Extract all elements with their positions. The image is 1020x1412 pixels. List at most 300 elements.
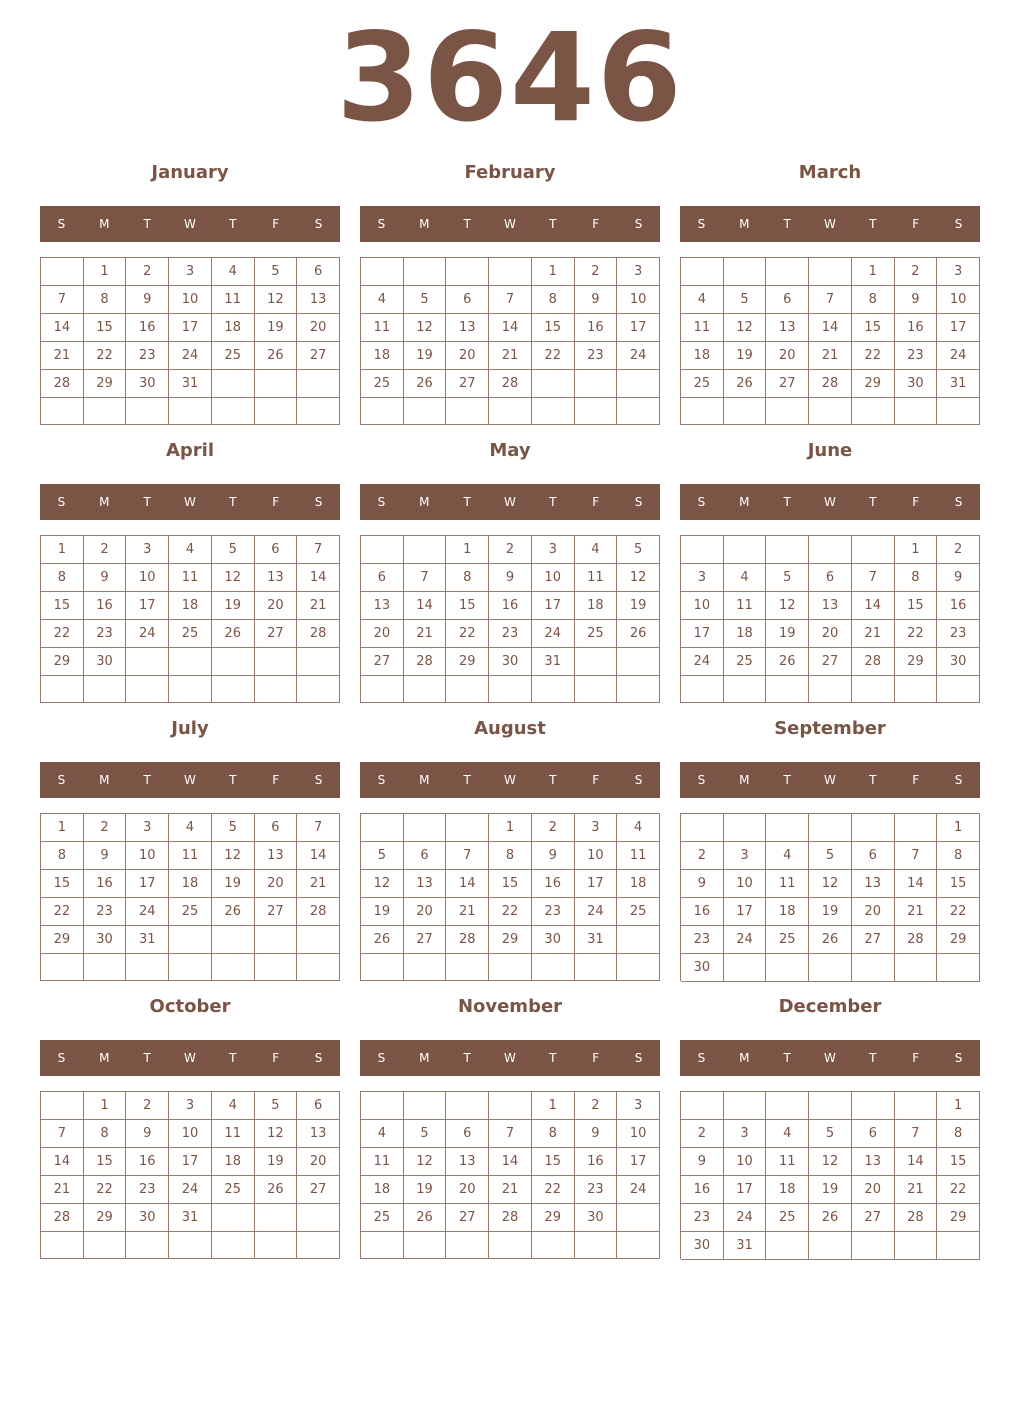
- day-cell: 24: [126, 898, 169, 926]
- empty-day-cell: [446, 814, 489, 842]
- day-cell: 1: [532, 258, 575, 286]
- day-cell: 23: [937, 620, 980, 648]
- empty-day-cell: [361, 1232, 404, 1259]
- weekday-label: T: [869, 495, 877, 509]
- day-cell: 23: [575, 342, 618, 370]
- empty-day-cell: [937, 954, 980, 982]
- day-cell: 27: [255, 898, 298, 926]
- day-cell: 18: [617, 870, 660, 898]
- empty-day-cell: [255, 398, 298, 425]
- day-cell: 5: [255, 1092, 298, 1120]
- day-cell: 2: [84, 814, 127, 842]
- day-cell: 20: [852, 1176, 895, 1204]
- day-cell: 5: [404, 286, 447, 314]
- day-cell: 2: [489, 536, 532, 564]
- day-cell: 30: [895, 370, 938, 398]
- day-cell: 1: [84, 258, 127, 286]
- day-cell: 12: [361, 870, 404, 898]
- empty-day-cell: [617, 1204, 660, 1232]
- day-cell: 24: [169, 1176, 212, 1204]
- empty-day-cell: [361, 814, 404, 842]
- day-cell: 17: [937, 314, 980, 342]
- day-cell: 20: [446, 1176, 489, 1204]
- day-cell: 22: [489, 898, 532, 926]
- empty-day-cell: [361, 1092, 404, 1120]
- day-cell: 28: [809, 370, 852, 398]
- empty-day-cell: [617, 676, 660, 703]
- day-cell: 21: [41, 342, 84, 370]
- day-cell: 31: [937, 370, 980, 398]
- day-cell: 20: [361, 620, 404, 648]
- weekday-header: [680, 484, 980, 520]
- day-cell: 2: [681, 842, 724, 870]
- day-cell: 10: [575, 842, 618, 870]
- empty-day-cell: [84, 954, 127, 981]
- weekday-label: M: [99, 773, 110, 787]
- day-cell: 9: [681, 1148, 724, 1176]
- day-cell: 16: [575, 1148, 618, 1176]
- weekday-label: M: [739, 217, 750, 231]
- day-cell: 14: [895, 870, 938, 898]
- empty-day-cell: [169, 648, 212, 676]
- day-cell: 10: [937, 286, 980, 314]
- day-cell: 19: [766, 620, 809, 648]
- weekday-label: M: [99, 1051, 110, 1065]
- empty-day-cell: [297, 648, 340, 676]
- day-cell: 26: [255, 1176, 298, 1204]
- day-cell: 4: [617, 814, 660, 842]
- weekday-label: S: [697, 773, 706, 787]
- day-cell: 23: [681, 926, 724, 954]
- empty-day-cell: [361, 676, 404, 703]
- day-cell: 17: [532, 592, 575, 620]
- day-cell: 24: [617, 1176, 660, 1204]
- empty-day-cell: [681, 814, 724, 842]
- day-cell: 4: [169, 814, 212, 842]
- weekday-label: S: [377, 1051, 386, 1065]
- day-cell: 7: [489, 1120, 532, 1148]
- day-cell: 19: [809, 898, 852, 926]
- day-cell: 31: [532, 648, 575, 676]
- weekday-label: T: [783, 773, 791, 787]
- day-cell: 3: [937, 258, 980, 286]
- weekday-label: T: [143, 1051, 151, 1065]
- day-cell: 7: [895, 1120, 938, 1148]
- day-cell: 19: [212, 592, 255, 620]
- empty-day-cell: [895, 1232, 938, 1260]
- day-cell: 15: [41, 592, 84, 620]
- day-cell: 13: [852, 1148, 895, 1176]
- day-cell: 31: [169, 1204, 212, 1232]
- day-cell: 28: [895, 1204, 938, 1232]
- weekday-label: W: [504, 217, 516, 231]
- day-cell: 2: [126, 1092, 169, 1120]
- day-cell: 4: [575, 536, 618, 564]
- day-cell: 30: [681, 1232, 724, 1260]
- weekday-header: [680, 1040, 980, 1076]
- empty-day-cell: [255, 926, 298, 954]
- day-cell: 18: [575, 592, 618, 620]
- day-cell: 22: [852, 342, 895, 370]
- day-cell: 23: [126, 1176, 169, 1204]
- empty-day-cell: [126, 398, 169, 425]
- empty-day-cell: [724, 1092, 767, 1120]
- day-cell: 24: [724, 926, 767, 954]
- day-cell: 19: [809, 1176, 852, 1204]
- day-cell: 5: [809, 1120, 852, 1148]
- empty-day-cell: [575, 398, 618, 425]
- day-cell: 11: [212, 286, 255, 314]
- empty-day-cell: [361, 258, 404, 286]
- day-cell: 10: [617, 286, 660, 314]
- day-cell: 26: [766, 648, 809, 676]
- day-cell: 15: [84, 314, 127, 342]
- day-cell: 27: [446, 370, 489, 398]
- day-cell: 23: [681, 1204, 724, 1232]
- day-cell: 16: [84, 870, 127, 898]
- days-grid: [360, 257, 660, 425]
- day-cell: 14: [41, 314, 84, 342]
- empty-day-cell: [489, 398, 532, 425]
- days-grid: [40, 813, 340, 981]
- empty-day-cell: [297, 954, 340, 981]
- day-cell: 16: [681, 898, 724, 926]
- day-cell: 9: [126, 286, 169, 314]
- month-name: December: [778, 996, 882, 1017]
- empty-day-cell: [617, 648, 660, 676]
- day-cell: 21: [404, 620, 447, 648]
- year-title: 3646: [336, 7, 684, 149]
- day-cell: 20: [255, 870, 298, 898]
- day-cell: 24: [724, 1204, 767, 1232]
- empty-day-cell: [809, 258, 852, 286]
- empty-day-cell: [895, 814, 938, 842]
- day-cell: 25: [361, 1204, 404, 1232]
- empty-day-cell: [532, 398, 575, 425]
- empty-day-cell: [766, 676, 809, 703]
- day-cell: 21: [489, 1176, 532, 1204]
- day-cell: 8: [41, 842, 84, 870]
- day-cell: 26: [212, 898, 255, 926]
- day-cell: 4: [169, 536, 212, 564]
- empty-day-cell: [404, 954, 447, 981]
- weekday-label: S: [634, 217, 643, 231]
- weekday-label: S: [377, 773, 386, 787]
- day-cell: 27: [404, 926, 447, 954]
- day-cell: 13: [766, 314, 809, 342]
- day-cell: 12: [212, 564, 255, 592]
- day-cell: 8: [41, 564, 84, 592]
- day-cell: 18: [212, 314, 255, 342]
- day-cell: 14: [446, 870, 489, 898]
- day-cell: 6: [297, 258, 340, 286]
- day-cell: 20: [297, 314, 340, 342]
- day-cell: 31: [126, 926, 169, 954]
- day-cell: 29: [937, 1204, 980, 1232]
- empty-day-cell: [212, 370, 255, 398]
- day-cell: 23: [575, 1176, 618, 1204]
- day-cell: 9: [895, 286, 938, 314]
- day-cell: 15: [895, 592, 938, 620]
- day-cell: 22: [532, 1176, 575, 1204]
- empty-day-cell: [126, 1232, 169, 1259]
- day-cell: 30: [681, 954, 724, 982]
- day-cell: 5: [809, 842, 852, 870]
- day-cell: 6: [361, 564, 404, 592]
- weekday-label: T: [229, 495, 237, 509]
- day-cell: 6: [297, 1092, 340, 1120]
- day-cell: 4: [724, 564, 767, 592]
- empty-day-cell: [489, 1092, 532, 1120]
- day-cell: 17: [681, 620, 724, 648]
- day-cell: 10: [126, 564, 169, 592]
- day-cell: 11: [169, 564, 212, 592]
- empty-day-cell: [489, 258, 532, 286]
- day-cell: 20: [255, 592, 298, 620]
- empty-day-cell: [446, 954, 489, 981]
- month-name: September: [774, 718, 886, 739]
- day-cell: 14: [895, 1148, 938, 1176]
- day-cell: 11: [169, 842, 212, 870]
- weekday-label: S: [377, 495, 386, 509]
- empty-day-cell: [809, 814, 852, 842]
- weekday-label: T: [549, 1051, 557, 1065]
- empty-day-cell: [766, 1232, 809, 1260]
- day-cell: 21: [489, 342, 532, 370]
- day-cell: 29: [852, 370, 895, 398]
- empty-day-cell: [361, 398, 404, 425]
- day-cell: 17: [724, 898, 767, 926]
- weekday-label: M: [739, 495, 750, 509]
- weekday-label: T: [783, 1051, 791, 1065]
- weekday-label: W: [184, 1051, 196, 1065]
- day-cell: 15: [532, 1148, 575, 1176]
- empty-day-cell: [297, 370, 340, 398]
- day-cell: 12: [766, 592, 809, 620]
- day-cell: 28: [446, 926, 489, 954]
- empty-day-cell: [41, 676, 84, 703]
- day-cell: 26: [724, 370, 767, 398]
- day-cell: 11: [681, 314, 724, 342]
- day-cell: 14: [297, 842, 340, 870]
- day-cell: 2: [681, 1120, 724, 1148]
- empty-day-cell: [212, 676, 255, 703]
- days-grid: [40, 1091, 340, 1259]
- empty-day-cell: [766, 954, 809, 982]
- day-cell: 25: [766, 1204, 809, 1232]
- day-cell: 25: [617, 898, 660, 926]
- empty-day-cell: [297, 926, 340, 954]
- empty-day-cell: [212, 648, 255, 676]
- day-cell: 14: [404, 592, 447, 620]
- weekday-label: M: [739, 773, 750, 787]
- weekday-label: S: [314, 1051, 323, 1065]
- weekday-label: T: [869, 1051, 877, 1065]
- day-cell: 6: [852, 842, 895, 870]
- day-cell: 7: [297, 814, 340, 842]
- empty-day-cell: [809, 536, 852, 564]
- day-cell: 6: [404, 842, 447, 870]
- empty-day-cell: [169, 1232, 212, 1259]
- day-cell: 2: [575, 258, 618, 286]
- day-cell: 16: [84, 592, 127, 620]
- day-cell: 5: [212, 536, 255, 564]
- empty-day-cell: [212, 954, 255, 981]
- day-cell: 13: [255, 564, 298, 592]
- weekday-label: F: [592, 1051, 600, 1065]
- day-cell: 8: [937, 842, 980, 870]
- day-cell: 13: [255, 842, 298, 870]
- day-cell: 14: [489, 314, 532, 342]
- day-cell: 31: [724, 1232, 767, 1260]
- day-cell: 19: [724, 342, 767, 370]
- month-name: June: [807, 440, 853, 461]
- empty-day-cell: [361, 954, 404, 981]
- day-cell: 27: [766, 370, 809, 398]
- weekday-label: F: [912, 495, 920, 509]
- day-cell: 5: [617, 536, 660, 564]
- day-cell: 12: [212, 842, 255, 870]
- empty-day-cell: [404, 1232, 447, 1259]
- day-cell: 30: [126, 370, 169, 398]
- day-cell: 13: [361, 592, 404, 620]
- weekday-label: T: [143, 217, 151, 231]
- empty-day-cell: [126, 676, 169, 703]
- weekday-label: S: [697, 495, 706, 509]
- day-cell: 8: [937, 1120, 980, 1148]
- empty-day-cell: [297, 1204, 340, 1232]
- day-cell: 3: [532, 536, 575, 564]
- weekday-header: [40, 484, 340, 520]
- empty-day-cell: [532, 370, 575, 398]
- day-cell: 9: [937, 564, 980, 592]
- weekday-label: T: [229, 1051, 237, 1065]
- empty-day-cell: [126, 648, 169, 676]
- weekday-label: S: [634, 495, 643, 509]
- day-cell: 30: [84, 648, 127, 676]
- day-cell: 7: [297, 536, 340, 564]
- day-cell: 5: [404, 1120, 447, 1148]
- day-cell: 29: [41, 648, 84, 676]
- day-cell: 23: [84, 620, 127, 648]
- day-cell: 28: [41, 370, 84, 398]
- day-cell: 29: [937, 926, 980, 954]
- empty-day-cell: [766, 1092, 809, 1120]
- day-cell: 15: [446, 592, 489, 620]
- empty-day-cell: [895, 954, 938, 982]
- day-cell: 26: [212, 620, 255, 648]
- day-cell: 29: [895, 648, 938, 676]
- day-cell: 6: [809, 564, 852, 592]
- empty-day-cell: [255, 370, 298, 398]
- empty-day-cell: [809, 398, 852, 425]
- empty-day-cell: [404, 258, 447, 286]
- day-cell: 22: [84, 1176, 127, 1204]
- empty-day-cell: [809, 1092, 852, 1120]
- weekday-header: [360, 762, 660, 798]
- empty-day-cell: [681, 398, 724, 425]
- weekday-header: [680, 762, 980, 798]
- weekday-header: [360, 206, 660, 242]
- empty-day-cell: [852, 1092, 895, 1120]
- day-cell: 21: [809, 342, 852, 370]
- day-cell: 19: [361, 898, 404, 926]
- day-cell: 7: [489, 286, 532, 314]
- month-name: April: [165, 440, 215, 461]
- day-cell: 20: [766, 342, 809, 370]
- day-cell: 21: [446, 898, 489, 926]
- empty-day-cell: [169, 676, 212, 703]
- day-cell: 20: [297, 1148, 340, 1176]
- day-cell: 1: [489, 814, 532, 842]
- day-cell: 15: [852, 314, 895, 342]
- day-cell: 1: [937, 814, 980, 842]
- empty-day-cell: [212, 926, 255, 954]
- day-cell: 24: [617, 342, 660, 370]
- day-cell: 5: [212, 814, 255, 842]
- day-cell: 18: [169, 592, 212, 620]
- day-cell: 16: [895, 314, 938, 342]
- empty-day-cell: [724, 258, 767, 286]
- empty-day-cell: [617, 926, 660, 954]
- weekday-label: S: [57, 495, 66, 509]
- weekday-label: T: [549, 495, 557, 509]
- day-cell: 13: [404, 870, 447, 898]
- day-cell: 5: [255, 258, 298, 286]
- days-grid: [360, 1091, 660, 1259]
- empty-day-cell: [41, 258, 84, 286]
- month-name: February: [464, 162, 556, 183]
- day-cell: 2: [895, 258, 938, 286]
- day-cell: 16: [489, 592, 532, 620]
- empty-day-cell: [575, 1232, 618, 1259]
- day-cell: 7: [41, 286, 84, 314]
- day-cell: 14: [41, 1148, 84, 1176]
- day-cell: 14: [809, 314, 852, 342]
- day-cell: 13: [297, 286, 340, 314]
- day-cell: 8: [84, 286, 127, 314]
- day-cell: 23: [489, 620, 532, 648]
- day-cell: 18: [169, 870, 212, 898]
- day-cell: 16: [126, 314, 169, 342]
- day-cell: 21: [297, 870, 340, 898]
- day-cell: 16: [126, 1148, 169, 1176]
- day-cell: 25: [766, 926, 809, 954]
- day-cell: 22: [937, 1176, 980, 1204]
- day-cell: 19: [212, 870, 255, 898]
- empty-day-cell: [404, 536, 447, 564]
- day-cell: 3: [724, 842, 767, 870]
- day-cell: 3: [126, 536, 169, 564]
- day-cell: 1: [84, 1092, 127, 1120]
- day-cell: 22: [532, 342, 575, 370]
- month-name: March: [798, 162, 862, 183]
- day-cell: 8: [489, 842, 532, 870]
- day-cell: 24: [937, 342, 980, 370]
- empty-day-cell: [532, 1232, 575, 1259]
- day-cell: 21: [297, 592, 340, 620]
- empty-day-cell: [255, 1204, 298, 1232]
- day-cell: 15: [489, 870, 532, 898]
- day-cell: 9: [489, 564, 532, 592]
- days-grid: [680, 535, 980, 703]
- day-cell: 18: [681, 342, 724, 370]
- weekday-label: T: [463, 217, 471, 231]
- empty-day-cell: [681, 676, 724, 703]
- day-cell: 19: [255, 1148, 298, 1176]
- month-name: October: [149, 996, 231, 1017]
- day-cell: 15: [41, 870, 84, 898]
